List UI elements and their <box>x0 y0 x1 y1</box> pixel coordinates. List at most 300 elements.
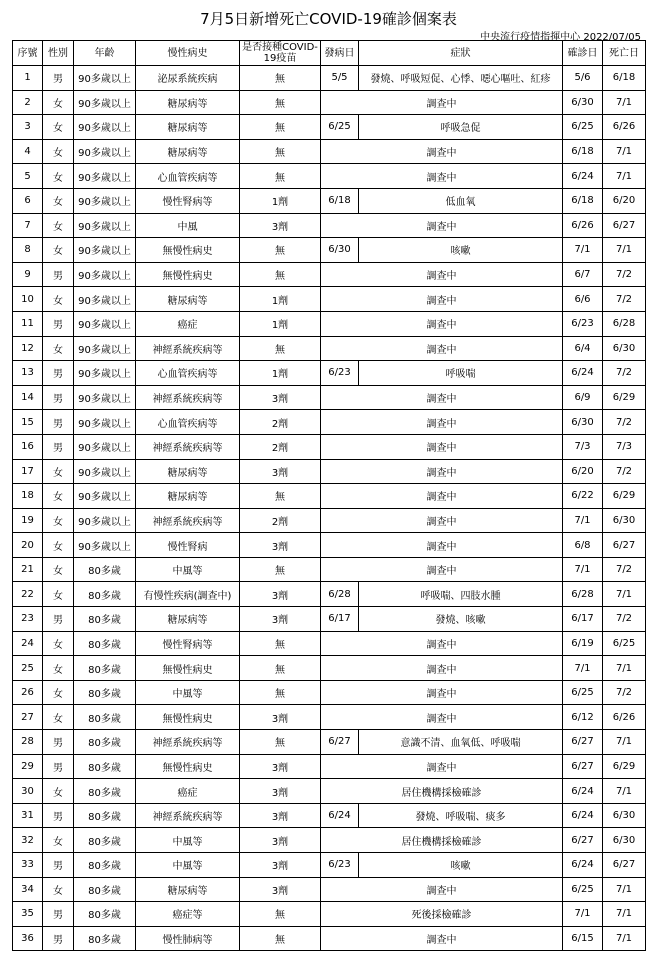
cell-death-date: 7/1 <box>603 926 646 951</box>
cell-age: 80多歲 <box>74 902 136 927</box>
cell-vaccination: 無 <box>240 139 321 164</box>
table-row <box>13 828 646 853</box>
cell-sex: 女 <box>43 188 74 213</box>
cell-death-date: 7/2 <box>603 557 646 582</box>
cell-id: 13 <box>13 361 43 386</box>
cell-chronic-history: 中風 <box>136 213 240 238</box>
table-row <box>13 557 646 582</box>
cell-confirmed-date: 7/1 <box>563 557 603 582</box>
cell-symptoms: 死後採檢確診 <box>321 902 563 927</box>
cell-age: 80多歲 <box>74 656 136 681</box>
cell-death-date: 7/1 <box>603 164 646 189</box>
table-row <box>13 139 646 164</box>
cell-death-date: 7/2 <box>603 262 646 287</box>
cell-symptoms: 咳嗽 <box>359 238 563 263</box>
cell-sex: 男 <box>43 66 74 91</box>
death-cases-table <box>12 40 646 951</box>
cell-id: 28 <box>13 730 43 755</box>
table-row <box>13 853 646 878</box>
cell-confirmed-date: 6/25 <box>563 877 603 902</box>
cell-age: 80多歲 <box>74 828 136 853</box>
cell-onset-date: 6/23 <box>321 361 359 386</box>
cell-id: 10 <box>13 287 43 312</box>
cell-death-date: 6/26 <box>603 115 646 140</box>
cell-onset-date: 6/17 <box>321 607 359 632</box>
cell-confirmed-date: 6/20 <box>563 459 603 484</box>
cell-symptoms: 發燒、咳嗽 <box>359 607 563 632</box>
cell-confirmed-date: 6/7 <box>563 262 603 287</box>
table-row <box>13 336 646 361</box>
cell-sex: 男 <box>43 754 74 779</box>
cell-vaccination: 3劑 <box>240 877 321 902</box>
cell-sex: 男 <box>43 361 74 386</box>
cell-symptoms: 呼吸喘、四肢水腫 <box>359 582 563 607</box>
cell-vaccination: 無 <box>240 336 321 361</box>
cell-sex: 女 <box>43 287 74 312</box>
cell-id: 31 <box>13 803 43 828</box>
cell-age: 90多歲以上 <box>74 533 136 558</box>
cell-sex: 男 <box>43 853 74 878</box>
cell-chronic-history: 癌症等 <box>136 902 240 927</box>
cell-onset-date: 6/30 <box>321 238 359 263</box>
cell-death-date: 7/1 <box>603 582 646 607</box>
cell-vaccination: 3劑 <box>240 607 321 632</box>
table-row <box>13 656 646 681</box>
cell-chronic-history: 慢性肺病等 <box>136 926 240 951</box>
cell-confirmed-date: 5/6 <box>563 66 603 91</box>
cell-id: 24 <box>13 631 43 656</box>
cell-confirmed-date: 6/18 <box>563 139 603 164</box>
cell-id: 22 <box>13 582 43 607</box>
cell-death-date: 6/28 <box>603 311 646 336</box>
table-row <box>13 385 646 410</box>
cell-death-date: 6/30 <box>603 828 646 853</box>
cell-onset-date: 6/27 <box>321 730 359 755</box>
table-row <box>13 754 646 779</box>
table-row <box>13 90 646 115</box>
cell-symptoms: 調查中 <box>321 877 563 902</box>
cell-chronic-history: 癌症 <box>136 779 240 804</box>
cell-age: 80多歲 <box>74 557 136 582</box>
table-row <box>13 902 646 927</box>
cell-age: 90多歲以上 <box>74 238 136 263</box>
cell-confirmed-date: 6/6 <box>563 287 603 312</box>
cell-age: 80多歲 <box>74 631 136 656</box>
cell-chronic-history: 無慢性病史 <box>136 705 240 730</box>
cell-vaccination: 1劑 <box>240 287 321 312</box>
cell-id: 1 <box>13 66 43 91</box>
header-id: 序號 <box>13 41 43 66</box>
cell-age: 90多歲以上 <box>74 213 136 238</box>
cell-vaccination: 無 <box>240 631 321 656</box>
cell-sex: 女 <box>43 90 74 115</box>
cell-symptoms: 低血氧 <box>359 188 563 213</box>
table-row <box>13 459 646 484</box>
cell-symptoms: 調查中 <box>321 484 563 509</box>
cell-death-date: 7/1 <box>603 877 646 902</box>
cell-age: 90多歲以上 <box>74 508 136 533</box>
cell-death-date: 7/2 <box>603 680 646 705</box>
cell-death-date: 6/30 <box>603 508 646 533</box>
cell-chronic-history: 中風等 <box>136 853 240 878</box>
cell-id: 25 <box>13 656 43 681</box>
cell-chronic-history: 癌症 <box>136 311 240 336</box>
cell-confirmed-date: 7/1 <box>563 508 603 533</box>
cell-confirmed-date: 6/9 <box>563 385 603 410</box>
cell-symptoms: 呼吸急促 <box>359 115 563 140</box>
cell-confirmed-date: 6/17 <box>563 607 603 632</box>
cell-id: 32 <box>13 828 43 853</box>
cell-death-date: 6/30 <box>603 803 646 828</box>
cell-death-date: 6/29 <box>603 754 646 779</box>
cell-sex: 女 <box>43 139 74 164</box>
cell-sex: 女 <box>43 484 74 509</box>
cell-id: 14 <box>13 385 43 410</box>
cell-id: 6 <box>13 188 43 213</box>
cell-symptoms: 調查中 <box>321 631 563 656</box>
table-row <box>13 803 646 828</box>
cell-vaccination: 無 <box>240 90 321 115</box>
cell-vaccination: 無 <box>240 164 321 189</box>
table-row <box>13 607 646 632</box>
cell-death-date: 6/27 <box>603 533 646 558</box>
cell-death-date: 7/2 <box>603 607 646 632</box>
cell-id: 8 <box>13 238 43 263</box>
cell-age: 90多歲以上 <box>74 188 136 213</box>
page-title: 7月5日新增死亡COVID-19確診個案表 <box>200 10 457 28</box>
cell-vaccination: 無 <box>240 926 321 951</box>
cell-chronic-history: 糖尿病等 <box>136 287 240 312</box>
table-row <box>13 926 646 951</box>
cell-vaccination: 1劑 <box>240 311 321 336</box>
cell-id: 21 <box>13 557 43 582</box>
cell-vaccination: 1劑 <box>240 361 321 386</box>
cell-vaccination: 2劑 <box>240 508 321 533</box>
header-vaccination: 是否接種COVID-19疫苗 <box>240 41 321 66</box>
cell-death-date: 7/1 <box>603 238 646 263</box>
header-death-date: 死亡日 <box>603 41 646 66</box>
cell-death-date: 6/30 <box>603 336 646 361</box>
cell-confirmed-date: 6/30 <box>563 410 603 435</box>
header-sex: 性別 <box>43 41 74 66</box>
cell-confirmed-date: 7/1 <box>563 656 603 681</box>
header-age: 年齡 <box>74 41 136 66</box>
cell-death-date: 7/1 <box>603 902 646 927</box>
cell-age: 80多歲 <box>74 705 136 730</box>
cell-id: 2 <box>13 90 43 115</box>
cell-vaccination: 1劑 <box>240 188 321 213</box>
cell-age: 80多歲 <box>74 877 136 902</box>
cell-id: 12 <box>13 336 43 361</box>
table-row <box>13 115 646 140</box>
cell-sex: 女 <box>43 533 74 558</box>
table-row <box>13 66 646 91</box>
table-row <box>13 311 646 336</box>
cell-onset-date: 5/5 <box>321 66 359 91</box>
table-row <box>13 533 646 558</box>
cell-age: 80多歲 <box>74 803 136 828</box>
cell-chronic-history: 糖尿病等 <box>136 484 240 509</box>
cell-age: 90多歲以上 <box>74 336 136 361</box>
cell-symptoms: 居住機構採檢確診 <box>321 828 563 853</box>
cell-vaccination: 3劑 <box>240 459 321 484</box>
cell-vaccination: 2劑 <box>240 410 321 435</box>
cell-confirmed-date: 7/1 <box>563 238 603 263</box>
cell-id: 30 <box>13 779 43 804</box>
cell-vaccination: 無 <box>240 66 321 91</box>
cell-death-date: 7/1 <box>603 656 646 681</box>
cell-id: 27 <box>13 705 43 730</box>
cell-id: 29 <box>13 754 43 779</box>
cell-confirmed-date: 6/12 <box>563 705 603 730</box>
cell-symptoms: 意識不清、血氧低、呼吸喘 <box>359 730 563 755</box>
table-row <box>13 484 646 509</box>
cell-id: 20 <box>13 533 43 558</box>
cell-id: 5 <box>13 164 43 189</box>
cell-id: 18 <box>13 484 43 509</box>
cell-confirmed-date: 6/15 <box>563 926 603 951</box>
cell-symptoms: 調查中 <box>321 557 563 582</box>
cell-chronic-history: 心血管疾病等 <box>136 361 240 386</box>
cell-death-date: 6/20 <box>603 188 646 213</box>
cell-age: 90多歲以上 <box>74 164 136 189</box>
cell-death-date: 7/2 <box>603 287 646 312</box>
cell-symptoms: 調查中 <box>321 926 563 951</box>
cell-id: 4 <box>13 139 43 164</box>
cell-death-date: 7/2 <box>603 410 646 435</box>
cell-symptoms: 調查中 <box>321 164 563 189</box>
cell-vaccination: 3劑 <box>240 779 321 804</box>
cell-symptoms: 調查中 <box>321 262 563 287</box>
header-onset-date: 發病日 <box>321 41 359 66</box>
cell-death-date: 6/25 <box>603 631 646 656</box>
cell-age: 80多歲 <box>74 730 136 755</box>
cell-chronic-history: 神經系統疾病等 <box>136 385 240 410</box>
cell-confirmed-date: 6/24 <box>563 803 603 828</box>
cell-death-date: 7/2 <box>603 459 646 484</box>
cell-chronic-history: 糖尿病等 <box>136 139 240 164</box>
cell-age: 90多歲以上 <box>74 139 136 164</box>
cell-sex: 女 <box>43 779 74 804</box>
cell-age: 80多歲 <box>74 926 136 951</box>
cell-sex: 女 <box>43 557 74 582</box>
cell-vaccination: 無 <box>240 902 321 927</box>
cell-death-date: 7/3 <box>603 434 646 459</box>
cell-chronic-history: 糖尿病等 <box>136 877 240 902</box>
cell-id: 11 <box>13 311 43 336</box>
cell-symptoms: 咳嗽 <box>359 853 563 878</box>
cell-sex: 女 <box>43 238 74 263</box>
cell-chronic-history: 無慢性病史 <box>136 238 240 263</box>
cell-id: 34 <box>13 877 43 902</box>
cell-sex: 男 <box>43 311 74 336</box>
cell-age: 90多歲以上 <box>74 311 136 336</box>
table-row <box>13 410 646 435</box>
cell-confirmed-date: 6/19 <box>563 631 603 656</box>
cell-symptoms: 呼吸喘 <box>359 361 563 386</box>
cell-age: 80多歲 <box>74 582 136 607</box>
table-row <box>13 188 646 213</box>
cell-onset-date: 6/24 <box>321 803 359 828</box>
cell-symptoms: 調查中 <box>321 533 563 558</box>
cell-vaccination: 無 <box>240 238 321 263</box>
cell-chronic-history: 糖尿病等 <box>136 459 240 484</box>
table-row <box>13 213 646 238</box>
cell-sex: 女 <box>43 459 74 484</box>
cell-vaccination: 無 <box>240 262 321 287</box>
cell-chronic-history: 中風等 <box>136 557 240 582</box>
cell-death-date: 6/29 <box>603 484 646 509</box>
cell-death-date: 6/27 <box>603 213 646 238</box>
cell-sex: 女 <box>43 115 74 140</box>
cell-chronic-history: 無慢性病史 <box>136 754 240 779</box>
cell-age: 90多歲以上 <box>74 262 136 287</box>
cell-vaccination: 無 <box>240 680 321 705</box>
cell-chronic-history: 中風等 <box>136 680 240 705</box>
cell-age: 80多歲 <box>74 779 136 804</box>
cell-sex: 女 <box>43 582 74 607</box>
cell-vaccination: 無 <box>240 656 321 681</box>
cell-chronic-history: 慢性腎病等 <box>136 188 240 213</box>
cell-vaccination: 無 <box>240 484 321 509</box>
cell-sex: 男 <box>43 926 74 951</box>
cell-age: 80多歲 <box>74 680 136 705</box>
header-symptoms: 症狀 <box>359 41 563 66</box>
cell-chronic-history: 泌尿系統疾病 <box>136 66 240 91</box>
cell-symptoms: 調查中 <box>321 311 563 336</box>
cell-confirmed-date: 6/23 <box>563 311 603 336</box>
table-row <box>13 582 646 607</box>
cell-sex: 女 <box>43 877 74 902</box>
cell-age: 90多歲以上 <box>74 287 136 312</box>
table-row <box>13 877 646 902</box>
cell-id: 26 <box>13 680 43 705</box>
cell-sex: 女 <box>43 828 74 853</box>
cell-age: 80多歲 <box>74 754 136 779</box>
cell-confirmed-date: 6/8 <box>563 533 603 558</box>
cell-confirmed-date: 6/18 <box>563 188 603 213</box>
cell-age: 90多歲以上 <box>74 459 136 484</box>
cell-id: 15 <box>13 410 43 435</box>
cell-symptoms: 居住機構採檢確診 <box>321 779 563 804</box>
cell-symptoms: 調查中 <box>321 705 563 730</box>
cell-chronic-history: 有慢性疾病(調查中) <box>136 582 240 607</box>
cell-sex: 女 <box>43 336 74 361</box>
cell-chronic-history: 糖尿病等 <box>136 607 240 632</box>
cell-sex: 男 <box>43 385 74 410</box>
cell-sex: 女 <box>43 705 74 730</box>
cell-onset-date: 6/28 <box>321 582 359 607</box>
cell-confirmed-date: 6/25 <box>563 115 603 140</box>
cell-id: 23 <box>13 607 43 632</box>
cell-symptoms: 調查中 <box>321 410 563 435</box>
cell-symptoms: 調查中 <box>321 680 563 705</box>
table-row <box>13 287 646 312</box>
cell-chronic-history: 糖尿病等 <box>136 115 240 140</box>
cell-vaccination: 3劑 <box>240 803 321 828</box>
cell-chronic-history: 神經系統疾病等 <box>136 434 240 459</box>
cell-vaccination: 3劑 <box>240 582 321 607</box>
table-row <box>13 361 646 386</box>
cell-id: 33 <box>13 853 43 878</box>
cell-confirmed-date: 7/3 <box>563 434 603 459</box>
cell-confirmed-date: 6/24 <box>563 361 603 386</box>
header-confirmed-date: 確診日 <box>563 41 603 66</box>
cell-chronic-history: 心血管疾病等 <box>136 164 240 189</box>
cell-confirmed-date: 6/30 <box>563 90 603 115</box>
table-row <box>13 164 646 189</box>
cell-symptoms: 調查中 <box>321 656 563 681</box>
cell-symptoms: 調查中 <box>321 287 563 312</box>
cell-chronic-history: 中風等 <box>136 828 240 853</box>
table-row <box>13 262 646 287</box>
cell-id: 3 <box>13 115 43 140</box>
cell-vaccination: 3劑 <box>240 705 321 730</box>
cell-vaccination: 無 <box>240 730 321 755</box>
cell-sex: 女 <box>43 656 74 681</box>
cell-chronic-history: 糖尿病等 <box>136 90 240 115</box>
cell-symptoms: 發燒、呼吸短促、心悸、噁心嘔吐、紅疹 <box>359 66 563 91</box>
cell-death-date: 6/27 <box>603 853 646 878</box>
cell-chronic-history: 神經系統疾病等 <box>136 508 240 533</box>
cell-symptoms: 調查中 <box>321 139 563 164</box>
table-row <box>13 730 646 755</box>
cell-symptoms: 調查中 <box>321 336 563 361</box>
cell-age: 80多歲 <box>74 853 136 878</box>
cell-vaccination: 3劑 <box>240 385 321 410</box>
cell-death-date: 6/18 <box>603 66 646 91</box>
cell-confirmed-date: 7/1 <box>563 902 603 927</box>
cell-age: 90多歲以上 <box>74 410 136 435</box>
cell-onset-date: 6/23 <box>321 853 359 878</box>
cell-chronic-history: 神經系統疾病等 <box>136 730 240 755</box>
cell-onset-date: 6/18 <box>321 188 359 213</box>
cell-symptoms: 調查中 <box>321 434 563 459</box>
cell-confirmed-date: 6/24 <box>563 779 603 804</box>
table-row <box>13 631 646 656</box>
cell-vaccination: 無 <box>240 115 321 140</box>
cell-sex: 女 <box>43 213 74 238</box>
cell-chronic-history: 心血管疾病等 <box>136 410 240 435</box>
cell-death-date: 6/29 <box>603 385 646 410</box>
cell-symptoms: 調查中 <box>321 90 563 115</box>
cell-symptoms: 調查中 <box>321 754 563 779</box>
cell-symptoms: 調查中 <box>321 385 563 410</box>
cell-id: 19 <box>13 508 43 533</box>
cell-chronic-history: 神經系統疾病等 <box>136 336 240 361</box>
cell-id: 36 <box>13 926 43 951</box>
cell-symptoms: 發燒、呼吸喘、痰多 <box>359 803 563 828</box>
cell-confirmed-date: 6/24 <box>563 164 603 189</box>
cell-death-date: 7/2 <box>603 361 646 386</box>
cell-age: 90多歲以上 <box>74 66 136 91</box>
cell-chronic-history: 無慢性病史 <box>136 656 240 681</box>
cell-age: 80多歲 <box>74 607 136 632</box>
cell-vaccination: 3劑 <box>240 213 321 238</box>
cell-id: 35 <box>13 902 43 927</box>
cell-sex: 男 <box>43 902 74 927</box>
cell-confirmed-date: 6/27 <box>563 754 603 779</box>
cell-age: 90多歲以上 <box>74 361 136 386</box>
cell-vaccination: 2劑 <box>240 434 321 459</box>
cell-chronic-history: 神經系統疾病等 <box>136 803 240 828</box>
cell-confirmed-date: 6/27 <box>563 828 603 853</box>
cell-vaccination: 3劑 <box>240 828 321 853</box>
cell-age: 90多歲以上 <box>74 434 136 459</box>
cell-sex: 男 <box>43 410 74 435</box>
cell-sex: 男 <box>43 730 74 755</box>
table-row <box>13 508 646 533</box>
